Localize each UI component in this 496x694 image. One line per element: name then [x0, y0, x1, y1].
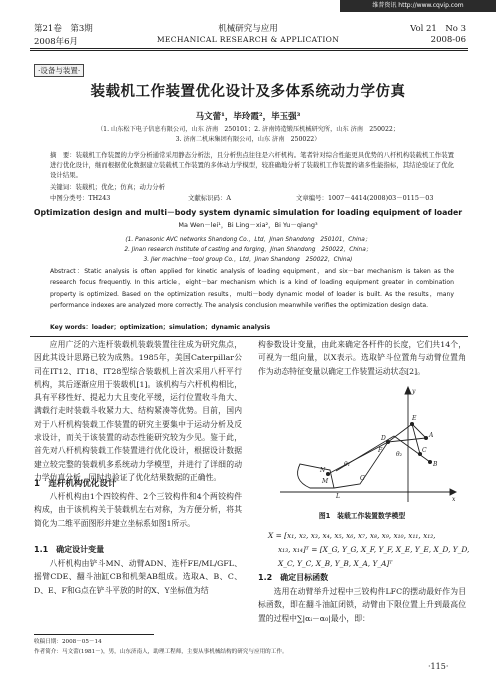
- footnote-rule: [34, 634, 154, 635]
- joint-n: [326, 472, 329, 475]
- section-1-2-text: 选用在动臂举升过程中三铰构件LFC的摆动最好作为目标函数，即在翻斗油缸闭锁，动臂由下限位置上升到最高位置的过程中∑|αᵢ－α₀|最小，即：: [258, 587, 466, 623]
- header-journal-en: MECHANICAL RESEARCH & APPLICATION: [156, 35, 340, 44]
- label-theta2: θ₂: [396, 451, 403, 458]
- label-c: C: [422, 447, 427, 454]
- section-1-1-heading: 1.1 确定设计变量: [34, 545, 105, 554]
- affiliation-en-1: (1. Panasonic AVC networks Shandong Co.，Ltd，Jinan Shandong 250101，China；: [125, 237, 371, 243]
- classification-cn: 中图分类号：TH243: [50, 194, 111, 202]
- y-axis-arrow: [405, 387, 411, 394]
- bucket-shape: [298, 464, 334, 488]
- equation-line-3: X_C, Y_C, X_B, Y_B, X_A, Y_A]ᵀ: [278, 559, 393, 568]
- label-b: B: [433, 461, 438, 468]
- header-rule: [30, 48, 468, 49]
- equation-line-1: X = [x₁, x₂, x₃, x₄, x₅, x₆, x₇, x₈, x₉, x₁₀, x₁₁, x₁₂,: [268, 531, 436, 540]
- affiliation-en-2: 2. Jinan research institute of casting and forging，Jinan Shandong 250022，China；: [124, 247, 372, 253]
- label-l: L: [336, 493, 340, 500]
- intro-paragraph: 应用广泛的六连杆装载机装载装置往往成为研究焦点，因此其设计思路已较为成熟。1985年，美国Caterpillar公司在IT12、IT18、IT28型综合装载机上首次采用八杆平行机构，其后逐渐应用于装载机[1]。该机构与六杆机构相比，具有平移性好、提起力大且变化平缓，运行位置收斗角大、满载行走时装载斗收紧力大、结构紧凑等优势。目前，国内对于八杆机构装载工作装置的研究主要集中于运动分析及反求设计，而关于该装置的动态性能研究较为少见。鉴于此，首先对八杆机构装载工作装置进行优化设计，根据设计数据建立较完整的装载机多系统动力学模型，并进行了详细的动力学仿真分析，同时也验证了优化结果数据的正确性。: [34, 340, 242, 482]
- header-volume-cn: 第21卷 第3期: [34, 24, 93, 34]
- article-title-en: Optimization design and multi－body system dynamic simulation for loading equipment of loader: [33, 208, 463, 217]
- figure-1-diagram: [270, 384, 470, 504]
- header-volume-en: Vol 21 No 3: [410, 24, 466, 34]
- page-number: ·115·: [428, 662, 449, 671]
- header-date-en: 2008-06: [430, 35, 466, 45]
- abstract-divider: [30, 336, 468, 337]
- abstract-cn: 摘 要：装载机工作装置的力学分析通常采用静态分析法，且分析焦点往往是六杆机构。笔者针对综合性能更具优势的八杆机构装载机工作装置进行优化设计，继而根据优化数据建立装载机工作装置的多体动力学模型，较准确地分析了装载机工作装置的诸多性能指标，其结论验证了优化设计结果。: [50, 151, 454, 180]
- header-journal-cn: 机械研究与应用: [218, 24, 278, 34]
- watermark-bar: 维普资讯 http://www.cqvip.com: [340, 0, 496, 12]
- rocker-arm: [388, 424, 426, 442]
- label-x: x: [452, 496, 456, 503]
- x-axis-arrow: [450, 489, 456, 495]
- figure-1-caption: 图1 装载工作装置数学模型: [318, 512, 406, 520]
- label-e: E: [412, 415, 417, 422]
- keywords-cn: 关键词：装载机；优化；仿真；动力分析: [50, 183, 166, 191]
- affiliation-cn-2: 3. 济南二机床集团有限公司，山东 济南 250022）: [175, 136, 321, 143]
- label-theta1: θ₁: [344, 461, 351, 468]
- authors-cn: 马文蕾¹，毕玲霞²，毕玉强³: [195, 112, 301, 122]
- label-m: M: [322, 478, 329, 485]
- article-number-cn: 文章编号：1007－4414(2008)03－0115－03: [296, 194, 434, 202]
- label-g: G: [360, 475, 365, 482]
- article-title: 装载机工作装置优化设计及多体系统动力学仿真: [90, 83, 406, 100]
- label-y: y: [412, 388, 416, 395]
- footnote-author: 作者简介：马文蕾(1981－)，男，山东济南人，助理工程师，主要从事机械结构的研究与应用的工作。: [34, 649, 288, 655]
- header-date-cn: 2008年6月: [34, 37, 79, 47]
- right-column-text: 构参数设计变量，由此来确定各杆件的长度，它们共14个，可视为一组向量，以X表示。选取铲斗位置角与动臂位置角作为动态特征变量以确定工作装置运动状态[2]。: [258, 340, 466, 376]
- section-1-heading: 1 连杆机构优化设计: [34, 479, 117, 489]
- label-d: D: [381, 435, 386, 442]
- authors-en: Ma Wen－lei¹，Bi Ling－xia²，Bi Yu－qiang³: [178, 221, 318, 229]
- section-tag: ·设备与装置·: [34, 64, 84, 77]
- joint-b: [428, 460, 431, 463]
- joint-a: [424, 436, 427, 439]
- joint-d: [386, 440, 389, 443]
- abstract-en: Abstract：Static analysis is often applied for kinetic analysis of loading equipment，and six－bar mechanism is taken as the research focus frequently. In this article，eight－bar mechanism which is a kind of loading equipment greater in combination property is optimized. Based on the optimization results，multi－body dynamic model of loader is built. As the results，many performance indexes are analyzed more correctly. The analysis conclusion meanwhile verifies the optimization design data.: [50, 268, 454, 310]
- keywords-en: Key words：loader；optimization；simulation；dynamic analysis: [50, 324, 271, 331]
- equation-line-2: x₁₃, x₁₄]ᵀ = [X_G, Y_G, X_F, Y_F, X_E, Y_E, X_D, Y_D,: [278, 545, 470, 554]
- affiliation-cn-1: （1. 山东松下电子信息有限公司，山东 济南 250101；2. 济南铸造锻压机械研究所，山东 济南 250022；: [96, 126, 400, 133]
- section-1-1-text: 八杆机构由铲斗MN、动臂ADN、连杆FE/ML/GFL、摇臂CDE、翻斗油缸CB和机架AB组成。选取A、B、C、D、E、F和G点在铲斗平放的时的X、Y坐标值为结: [34, 559, 242, 595]
- section-1-2-heading: 1.2 确定目标函数: [258, 573, 329, 582]
- affiliation-en-3: 3. Jier machine－tool group Co.，Ltd，Jinan Shandong 250022，China): [143, 257, 353, 263]
- label-f: F: [378, 447, 383, 454]
- section-1-text: 八杆机构由1个四铰构件、2个三铰构件和4个两铰构件构成，由于该机构关于装载机左右对称，为方便分析，将其简化为二维平面图形并建立坐标系如图1所示。: [34, 492, 242, 528]
- footnote-received: 收稿日期：2008－05－14: [34, 639, 102, 645]
- label-a: A: [429, 432, 434, 439]
- header-rule-thin: [30, 50, 468, 51]
- document-id-cn: 文献标识码：A: [188, 194, 231, 202]
- joint-e: [410, 422, 413, 425]
- label-n: N: [320, 467, 326, 474]
